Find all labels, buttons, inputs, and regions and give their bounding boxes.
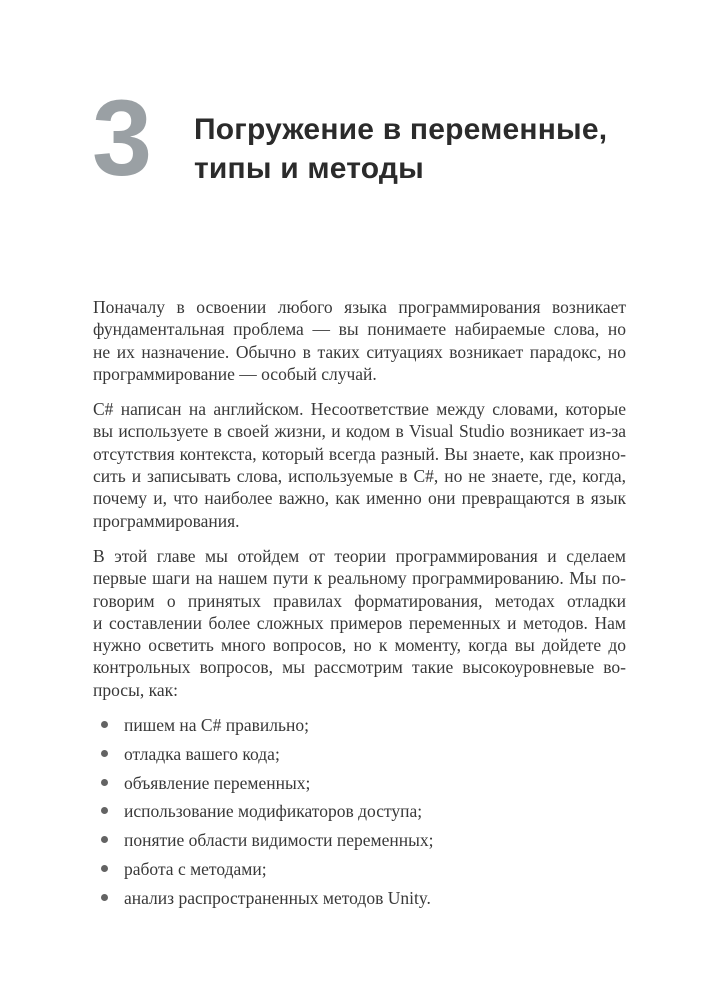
list-item	[93, 743, 626, 765]
paragraph-line: программирование — особый случай.	[93, 363, 377, 384]
bullet-icon	[101, 836, 108, 843]
list-item-text: использование модификаторов доступа;	[124, 801, 423, 822]
list-item	[93, 829, 626, 851]
paragraph-line: нужно осветить много вопросов, но к моменту, когда вы дойдете до	[93, 635, 626, 656]
list-item-text: пишем на C# правильно;	[124, 715, 309, 736]
paragraph	[93, 545, 626, 701]
bullet-icon	[101, 894, 108, 901]
topics-list	[93, 714, 626, 909]
bullet-icon	[101, 750, 108, 757]
bullet-icon	[101, 807, 108, 814]
paragraph-line: фундаментальная проблема — вы понимаете набираемые слова, но	[93, 319, 626, 340]
chapter-title-line: Погружение в переменные,	[194, 113, 608, 146]
list-item-text: работа с методами;	[124, 859, 267, 880]
paragraph-line: почему и, что наиболее важно, как именно они превращаются в язык	[93, 488, 626, 509]
paragraph	[93, 296, 626, 385]
list-item	[93, 772, 626, 794]
bullet-icon	[101, 779, 108, 786]
paragraph-line: отсутствия контекста, который всегда разный. Вы знаете, как произно-	[93, 443, 626, 464]
paragraph-line: сить и записывать слова, используемые в C#, но не знаете, где, когда,	[93, 466, 626, 487]
list-item-text: понятие области видимости переменных;	[124, 830, 434, 851]
list-item-text: объявление переменных;	[124, 772, 311, 793]
list-item-text: анализ распространенных методов Unity.	[124, 887, 431, 908]
paragraph-line: просы, как:	[93, 679, 178, 700]
paragraph	[93, 398, 626, 532]
paragraph-line: контрольных вопросов, мы рассмотрим такие высокоуровневые во-	[93, 657, 626, 678]
list-item	[93, 887, 626, 909]
paragraph-line: Поначалу в освоении любого языка программирования возникает	[93, 297, 626, 317]
chapter-title	[194, 110, 607, 188]
list-item	[93, 714, 626, 736]
paragraph-line: первые шаги на нашем пути к реальному программированию. Мы по-	[93, 568, 626, 589]
paragraph-line: вы используете в своей жизни, и кодом в Visual Studio возникает из-за	[93, 421, 626, 442]
chapter-intro	[93, 296, 626, 916]
chapter-number: 3	[92, 77, 153, 198]
list-item-text: отладка вашего кода;	[124, 743, 280, 764]
paragraph-line: программирования.	[93, 510, 240, 531]
chapter-title-line: типы и методы	[194, 152, 424, 185]
paragraph-line: говорим о принятых правилах форматирования, методах отладки	[93, 590, 626, 611]
list-item	[93, 858, 626, 880]
bullet-icon	[101, 865, 108, 872]
bullet-icon	[101, 721, 108, 728]
paragraph-line: не их назначение. Обычно в таких ситуациях возникает парадокс, но	[93, 341, 626, 362]
paragraph-line: C# написан на английском. Несоответствие между словами, которые	[93, 399, 626, 420]
list-item	[93, 800, 626, 822]
paragraph-line: и составлении более сложных примеров переменных и методов. Нам	[93, 612, 626, 633]
paragraph-line: В этой главе мы отойдем от теории программирования и сделаем	[93, 545, 626, 566]
